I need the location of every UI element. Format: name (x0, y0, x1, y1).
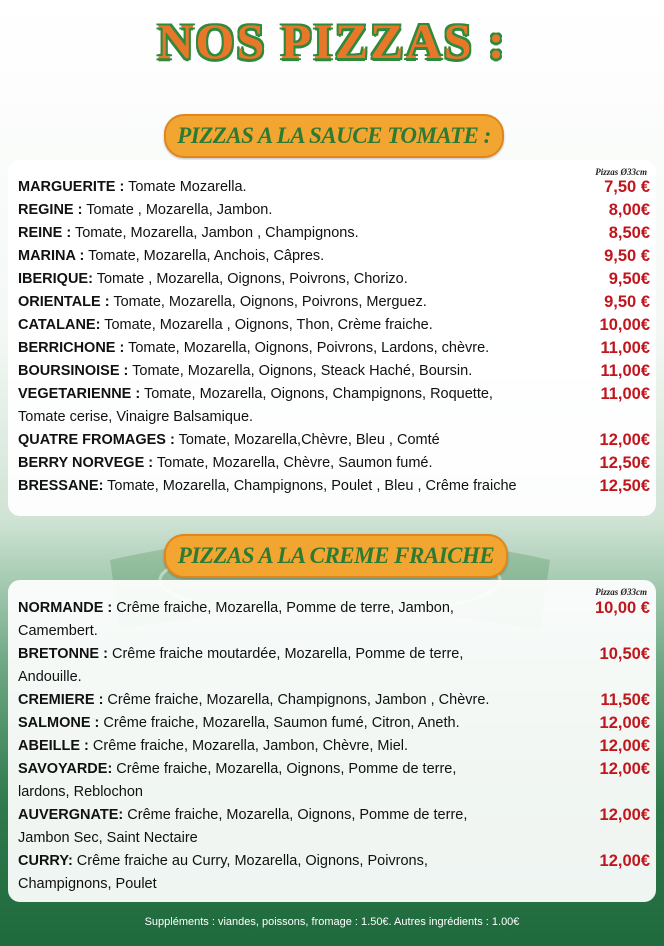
menu-item (18, 429, 650, 452)
pizza-ingredients: Tomate, Mozarella, Champignons, Poulet , Bleu , Crême fraiche (103, 478, 517, 494)
pizza-ingredients-continued: lardons, Reblochon (18, 784, 143, 800)
menu-item (18, 360, 650, 383)
pizza-price: 10,00€ (599, 316, 650, 334)
pizza-price: 11,00€ (600, 385, 650, 403)
pizza-price: 9,50 € (604, 293, 650, 311)
menu-item (18, 735, 650, 758)
pizza-price: 12,00€ (599, 760, 650, 778)
pizza-name: CURRY: (18, 853, 73, 869)
pizza-name: ORIENTALE : (18, 294, 110, 310)
pizza-ingredients-continued: Champignons, Poulet (18, 876, 157, 892)
pizza-ingredients: Tomate , Mozarella, Oignons, Poivrons, Chorizo. (92, 271, 408, 287)
pizza-ingredients: Tomate, Mozarella , Oignons, Thon, Crème fraiche. (100, 317, 433, 333)
pizza-ingredients: Crême fraiche, Mozarella, Champignons, Jambon , Chèvre. (103, 692, 490, 708)
menu-item (18, 689, 650, 712)
pizza-name: SAVOYARDE: (18, 761, 113, 777)
pizza-price: 8,00€ (608, 201, 650, 219)
pizza-name: ABEILLE : (18, 738, 89, 754)
pizza-name: REINE : (18, 225, 72, 241)
pizza-ingredients: Crême fraiche, Mozarella, Pomme de terre, Jambon, (112, 600, 454, 616)
pizza-price: 12,00€ (599, 737, 650, 755)
size-label: Pizzas Ø33cm (595, 587, 647, 597)
pizza-ingredients: Crême fraiche, Mozarella, Oignons, Pomme de terre, (123, 807, 468, 823)
pizza-ingredients: Tomate Mozarella. (124, 179, 247, 195)
pizza-name: NORMANDE : (18, 600, 113, 616)
pizza-name: SALMONE : (18, 715, 100, 731)
pizza-price: 12,00€ (599, 806, 650, 824)
pizza-price: 10,00 € (594, 599, 650, 617)
pizza-name: BRETONNE : (18, 646, 108, 662)
pizza-price: 12,00€ (599, 852, 650, 870)
pizza-name: MARGUERITE : (18, 179, 125, 195)
menu-item (18, 758, 650, 804)
pizza-name: BERRICHONE : (18, 340, 125, 356)
pizza-price: 9,50 € (604, 247, 650, 265)
menu-item (18, 291, 650, 314)
menu-item (18, 199, 650, 222)
menu-item (18, 176, 650, 199)
pizza-ingredients: Crême fraiche au Curry, Mozarella, Oignons, Poivrons, (72, 853, 428, 869)
section-heading-tomate: PIZZAS A LA SAUCE TOMATE : (164, 114, 504, 158)
pizza-name: BOURSINOISE : (18, 363, 129, 379)
pizza-ingredients: Crême fraiche, Mozarella, Saumon fumé, Citron, Aneth. (99, 715, 460, 731)
size-label: Pizzas Ø33cm (595, 167, 647, 177)
pizza-ingredients: Tomate, Mozarella,Chèvre, Bleu , Comté (174, 432, 440, 448)
pizza-price: 12,50€ (599, 477, 650, 495)
menu-item (18, 475, 650, 498)
pizza-price: 11,50€ (600, 691, 650, 709)
pizza-price: 12,00€ (599, 714, 650, 732)
pizza-name: AUVERGNATE: (18, 807, 124, 823)
pizza-ingredients: Tomate, Mozarella, Anchois, Câpres. (84, 248, 325, 264)
supplements-note: Suppléments : viandes, poissons, fromage : 1.50€. Autres ingrédients : 1.00€ (144, 916, 520, 928)
pizza-price: 7,50 € (604, 178, 650, 196)
pizza-ingredients-continued: Andouille. (18, 669, 82, 685)
section-heading-creme: PIZZAS A LA CREME FRAICHE (164, 534, 508, 578)
pizza-ingredients: Tomate, Mozarella, Oignons, Poivrons, Merguez. (109, 294, 427, 310)
pizza-ingredients: Tomate , Mozarella, Jambon. (82, 202, 273, 218)
menu-item (18, 850, 650, 896)
pizza-price: 10,50€ (599, 645, 650, 663)
menu-item (18, 314, 650, 337)
menu-item (18, 245, 650, 268)
menu-item (18, 337, 650, 360)
pizza-price: 12,50€ (599, 454, 650, 472)
pizza-price: 11,00€ (600, 339, 650, 357)
menu-item (18, 452, 650, 475)
pizza-name: QUATRE FROMAGES : (18, 432, 175, 448)
menu-item (18, 712, 650, 735)
pizza-name: IBERIQUE: (18, 271, 93, 287)
pizza-price: 11,00€ (600, 362, 650, 380)
pizza-ingredients: Tomate, Mozarella, Chèvre, Saumon fumé. (153, 455, 433, 471)
pizza-price: 9,50€ (608, 270, 650, 288)
pizza-price: 8,50€ (608, 224, 650, 242)
pizza-name: VEGETARIENNE : (18, 386, 141, 402)
pizza-ingredients-continued: Jambon Sec, Saint Nectaire (18, 830, 198, 846)
pizza-name: MARINA : (18, 248, 85, 264)
menu-item (18, 383, 650, 429)
pizza-ingredients: Crême fraiche, Mozarella, Oignons, Pomme de terre, (112, 761, 457, 777)
pizza-ingredients: Tomate, Mozarella, Jambon , Champignons. (71, 225, 359, 241)
pizza-ingredients: Tomate, Mozarella, Oignons, Champignons, Roquette, (140, 386, 493, 402)
menu-item (18, 597, 650, 643)
pizza-name: BRESSANE: (18, 478, 104, 494)
pizza-price: 12,00€ (599, 431, 650, 449)
pizza-ingredients-continued: Camembert. (18, 623, 98, 639)
pizza-name: BERRY NORVEGE : (18, 455, 154, 471)
pizza-name: REGINE : (18, 202, 83, 218)
menu-item (18, 643, 650, 689)
menu-item (18, 222, 650, 245)
menu-item (18, 804, 650, 850)
pizza-ingredients-continued: Tomate cerise, Vinaigre Balsamique. (18, 409, 254, 425)
page-title: NOS PIZZAS : (157, 13, 507, 69)
pizza-ingredients: Tomate, Mozarella, Oignons, Steack Haché, Boursin. (128, 363, 473, 379)
pizza-name: CATALANE: (18, 317, 101, 333)
pizza-ingredients: Crême fraiche moutardée, Mozarella, Pomme de terre, (107, 646, 464, 662)
pizza-ingredients: Tomate, Mozarella, Oignons, Poivrons, Lardons, chèvre. (124, 340, 490, 356)
menu-item (18, 268, 650, 291)
pizza-ingredients: Crême fraiche, Mozarella, Jambon, Chèvre, Miel. (88, 738, 409, 754)
pizza-name: CREMIERE : (18, 692, 104, 708)
